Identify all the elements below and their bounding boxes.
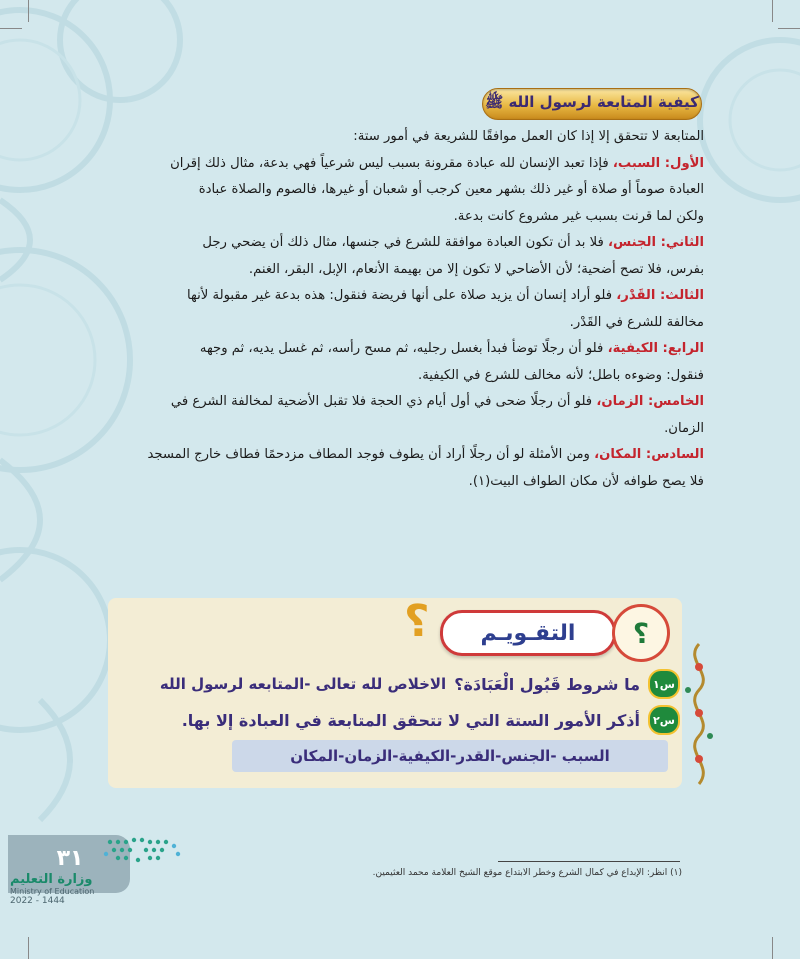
lesson-body: [98, 124, 704, 495]
item-line: فنقول: وضوءه باطل؛ لأنه مخالف للشرع في الكيفية.: [418, 367, 704, 383]
footnote-divider: [498, 861, 680, 862]
question-1-badge: س١: [648, 669, 680, 699]
question-1: [120, 670, 680, 698]
item-line: ومن الأمثلة لو أن رجلًا أراد أن يطوف فوجد المطاف مزدحمًا فطاف خارج المسجد: [147, 447, 590, 462]
item-line: فلا بد أن تكون العبادة موافقة للشرع في جنسها، مثال ذلك أن يضحي رجل: [202, 235, 604, 250]
question-2: [120, 706, 680, 734]
ministry-branding: [10, 872, 140, 906]
crop-mark: [772, 0, 773, 22]
crop-mark: [778, 28, 800, 29]
item-line: بفرس، فلا تصح أضحية؛ لأن الأضاحي لا تكون إلا من بهيمة الأنعام، الإبل، البقر، الغنم.: [248, 261, 704, 277]
item-qadr: [98, 283, 704, 336]
item-zaman: [98, 389, 704, 442]
item-sabab: [98, 151, 704, 231]
question-1-answer: الاخلاص لله تعالى -المتابعه لرسول الله: [159, 675, 447, 693]
ministry-name-ar: وزارة التعليم: [10, 872, 93, 887]
item-label: الأول: السبب،: [612, 155, 704, 171]
question-2-answer: السبب -الجنس-القدر-الكيفية-الزمان-المكان: [232, 740, 668, 772]
ministry-logo-icon: [100, 830, 188, 874]
question-mark-icon: ؟: [404, 596, 430, 647]
evaluation-title: التقـويـم: [440, 610, 616, 656]
item-makan: [98, 442, 704, 495]
edition-year: 2022 - 1444: [10, 896, 65, 906]
page-number: ٣١: [56, 846, 84, 871]
item-kayfiyya: [98, 336, 704, 389]
question-badge-icon: ؟: [612, 604, 670, 662]
question-2-text: أذكر الأمور الستة التي لا تتحقق المتابعة في العبادة إلا بها.: [181, 710, 640, 730]
crop-mark: [772, 937, 773, 959]
item-line: الزمان.: [664, 420, 704, 436]
item-line: فإذا تعبد الإنسان لله عبادة مقرونة بسبب ليس شرعياً فهي بدعة، مثال ذلك إقران: [170, 155, 609, 171]
item-line: ولكن لما قرنت بسبب غير مشروع كانت بدعة.: [453, 208, 704, 224]
footnote: (١) انظر: الإبداع في كمال الشرع وخطر الابتداع موقع الشيخ العلامة محمد العثيمين.: [372, 868, 682, 878]
question-1-text: ما شروط قَبُول الْعَبَادَة؟: [454, 674, 640, 694]
item-line: فلا يصح طوافه لأن مكان الطواف البيت(١).: [468, 473, 704, 489]
crop-mark: [28, 0, 29, 22]
question-2-badge: س٢: [648, 705, 680, 735]
item-line: مخالفة للشرع في القَدْر.: [569, 314, 704, 330]
section-title: كيفية المتابعة لرسول الله ﷺ: [482, 88, 702, 120]
crop-mark: [0, 28, 22, 29]
item-line: فلو أن رجلًا توضأ فبدأ بغسل رجليه، ثم مسح رأسه، ثم غسل يديه، ثم وجهه: [199, 341, 604, 356]
item-label: الرابع: الكيفية،: [607, 341, 704, 356]
item-label: الثاني: الجنس،: [608, 235, 704, 250]
item-line: فلو أراد إنسان أن يزيد صلاة على أنها فريضة فنقول: هذه بدعة غير مقبولة لأنها: [187, 288, 613, 303]
crop-mark: [28, 937, 29, 959]
item-jins: [98, 230, 704, 283]
item-label: الخامس: الزمان،: [596, 394, 704, 409]
ornament-border: [680, 640, 718, 788]
ministry-name-en: Ministry of Education: [10, 887, 95, 896]
item-line: العبادة صوماً أو صلاة أو غير ذلك بشهر معين كرجب أو شعبان أو غيرها، فالصوم والصلاة عبادة: [198, 182, 704, 197]
item-label: السادس: المكان،: [594, 447, 704, 462]
item-line: فلو أن رجلًا ضحى في أول أيام ذي الحجة فلا تقبل الأضحية لمخالفة الشرع في: [170, 394, 593, 409]
intro-text: المتابعة لا تتحقق إلا إذا كان العمل موافقًا للشريعة في أمور ستة:: [353, 129, 704, 144]
item-label: الثالث: القَدْر،: [616, 288, 704, 303]
